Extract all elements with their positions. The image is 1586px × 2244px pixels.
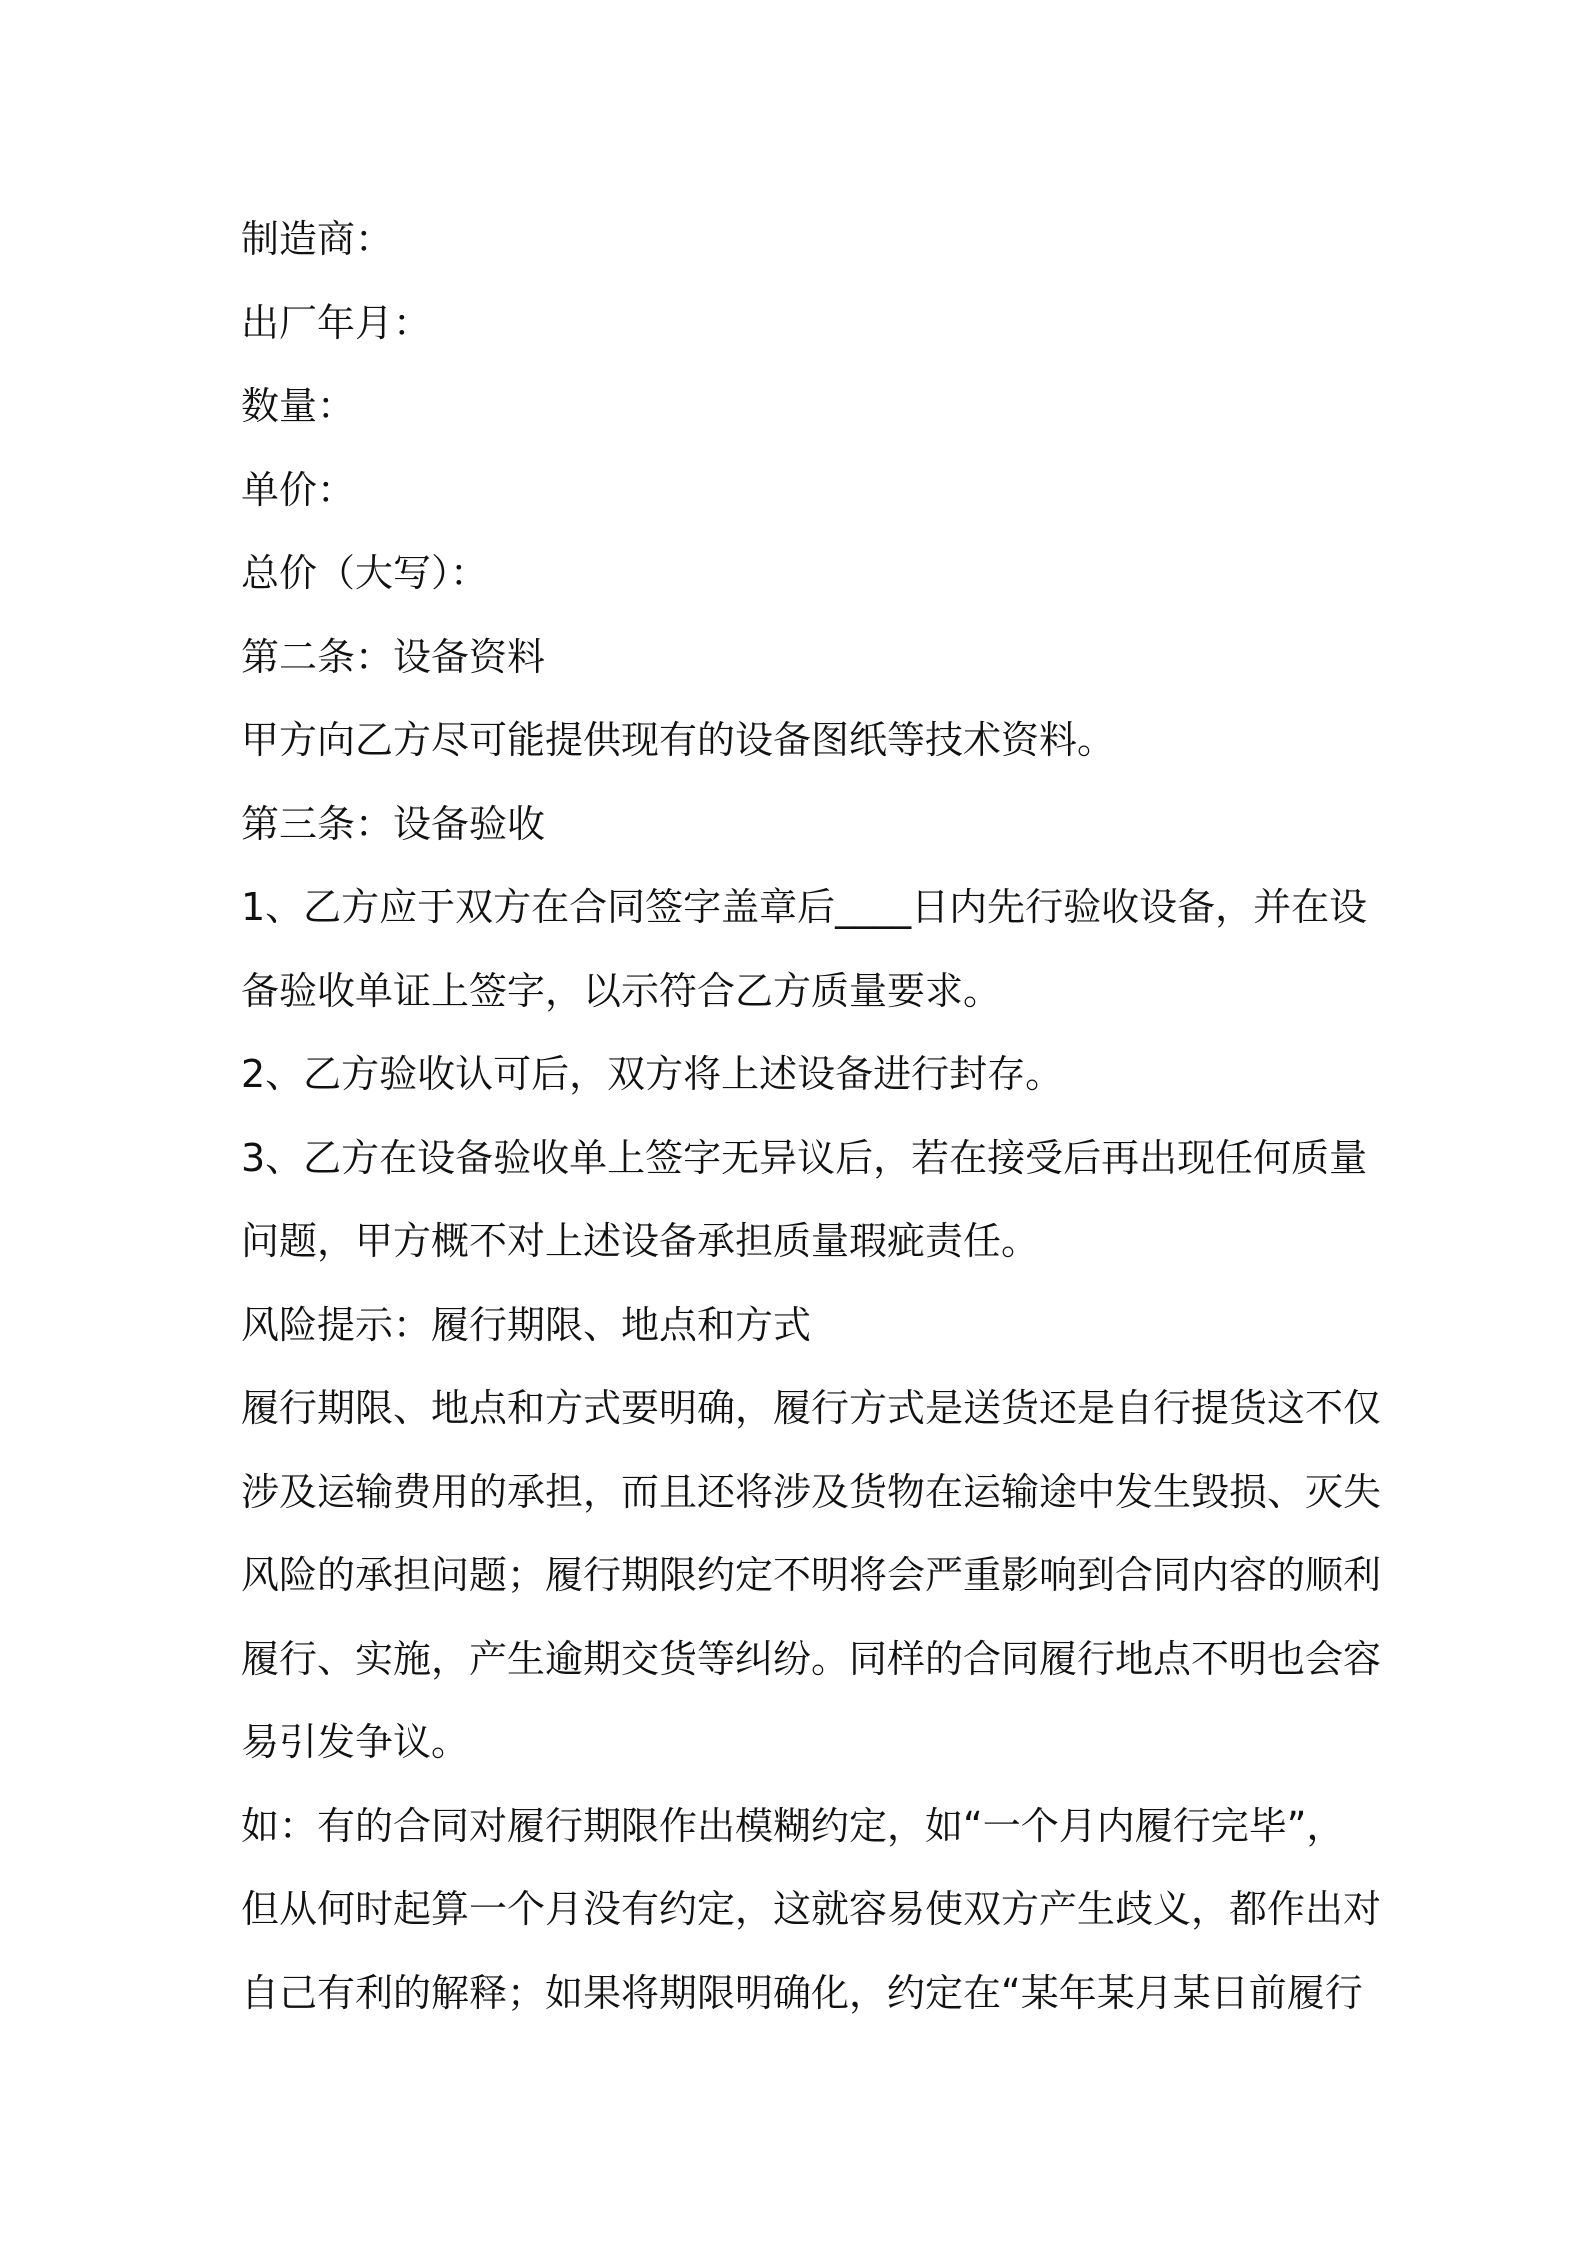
article-3-heading: 第三条：设备验收 <box>241 801 546 846</box>
article-3-item-3-line-1: 3、乙方在设备验收单上签字无异议后，若在接受后再出现任何质量 <box>241 1135 1368 1180</box>
risk-paragraph-line-3: 风险的承担问题；履行期限约定不明将会严重影响到合同内容的顺利 <box>241 1553 1382 1597</box>
risk-notice-heading: 风险提示：履行期限、地点和方式 <box>241 1302 812 1347</box>
field-manufacturer: 制造商： <box>241 217 394 261</box>
field-unit-price: 单价： <box>241 467 356 512</box>
example-paragraph-line-3: 自己有利的解释；如果将期限明确化，约定在“某年某月某日前履行 <box>241 1970 1363 2015</box>
risk-paragraph-line-1: 履行期限、地点和方式要明确，履行方式是送货还是自行提货这不仅 <box>241 1386 1382 1430</box>
risk-paragraph-line-5: 易引发争议。 <box>241 1720 470 1764</box>
example-paragraph-line-1: 如：有的合同对履行期限作出模糊约定，如“一个月内履行完毕”， <box>241 1803 1345 1848</box>
article-3-item-1-line-2: 备验收单证上签字，以示符合乙方质量要求。 <box>241 968 1002 1013</box>
article-3-item-3-line-2: 问题，甲方概不对上述设备承担质量瑕疵责任。 <box>241 1219 1040 1263</box>
field-quantity: 数量： <box>241 384 356 428</box>
field-total-price: 总价（大写）： <box>241 551 489 595</box>
example-paragraph-line-2: 但从何时起算一个月没有约定，这就容易使双方产生歧义，都作出对 <box>241 1887 1382 1931</box>
document-body <box>241 198 1382 2035</box>
article-3-item-1-line-1: 1、乙方应于双方在合同签字盖章后____日内先行验收设备，并在设 <box>241 885 1368 929</box>
risk-paragraph-line-4: 履行、实施，产生逾期交货等纠纷。同样的合同履行地点不明也会容 <box>241 1636 1382 1681</box>
article-2-paragraph: 甲方向乙方尽可能提供现有的设备图纸等技术资料。 <box>241 718 1116 762</box>
risk-paragraph-line-2: 涉及运输费用的承担，而且还将涉及货物在运输途中发生毁损、灭失 <box>241 1469 1382 1514</box>
field-manufacture-date: 出厂年月： <box>241 300 432 345</box>
article-2-heading: 第二条：设备资料 <box>241 634 546 679</box>
article-3-item-2: 2、乙方验收认可后，双方将上述设备进行封存。 <box>241 1052 1064 1096</box>
